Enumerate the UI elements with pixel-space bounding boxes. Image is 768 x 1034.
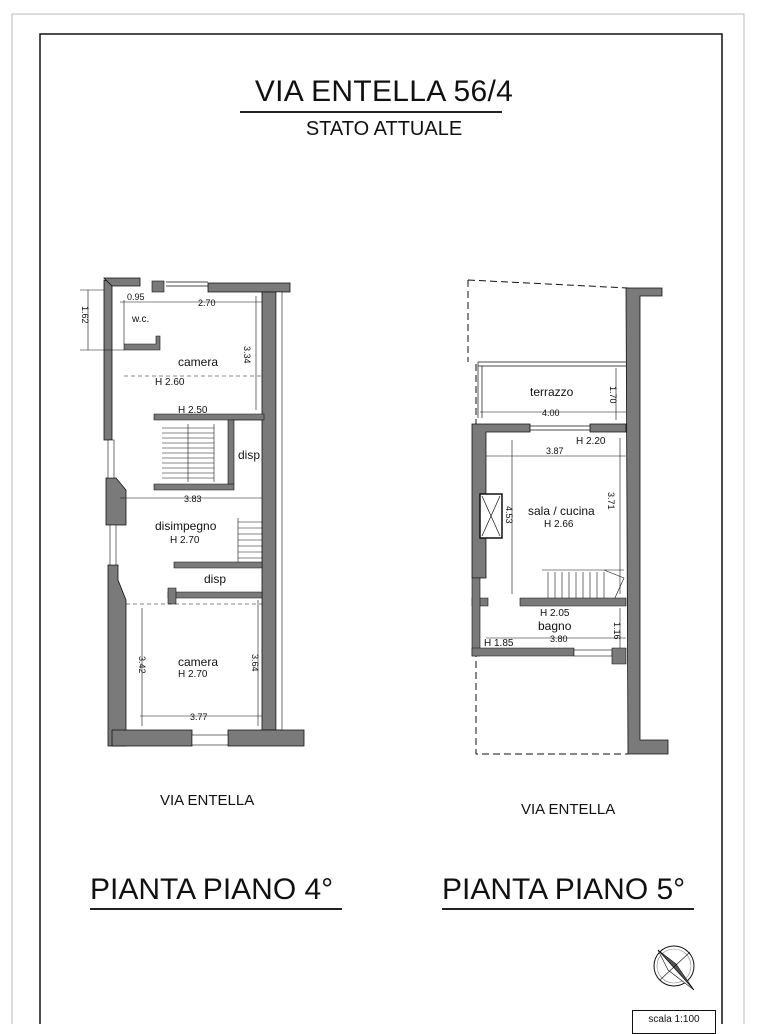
floor4-label-camera-bottom-height: H 2.70 bbox=[178, 669, 208, 680]
floor4-window-bottom bbox=[192, 735, 228, 745]
floor4-wall-right-outer bbox=[276, 292, 282, 730]
floor4-title-underline bbox=[90, 908, 342, 910]
floor4-wall-top-right bbox=[208, 283, 290, 292]
floor4-street-label: VIA ENTELLA bbox=[160, 792, 255, 809]
status-subtitle: STATO ATTUALE bbox=[305, 118, 463, 140]
floor4-wall-left-mid bbox=[106, 478, 126, 525]
floor4-window-left-2 bbox=[110, 525, 116, 565]
floor4-staircase bbox=[162, 424, 214, 482]
floor4-disp2-stub bbox=[168, 588, 176, 604]
floor4-wall-right bbox=[262, 292, 276, 730]
floor4-label-camera-top: camera bbox=[178, 355, 219, 369]
floor5-label-sala: sala / cucina bbox=[528, 504, 595, 518]
floor4-wall-left-lower bbox=[108, 565, 126, 746]
floor5-wall-sala-top-right bbox=[590, 424, 626, 432]
floor5-wall-right bbox=[626, 288, 668, 754]
floor4-dim-383: 3.83 bbox=[184, 494, 202, 504]
floor5-dim-453: 4.53 bbox=[504, 506, 514, 524]
address-title: VIA ENTELLA 56/4 bbox=[254, 75, 514, 108]
floor4-pillar bbox=[152, 281, 164, 292]
floor4-label-disp-2: disp bbox=[204, 572, 227, 586]
floor4-label-disp-1: disp bbox=[238, 448, 261, 462]
floor5-dim-387: 3.87 bbox=[546, 446, 564, 456]
floor4-stair-wall-bottom bbox=[154, 484, 234, 490]
floor4-label-wc: w.c. bbox=[132, 314, 150, 325]
floor4-dim-270: 2.70 bbox=[198, 298, 216, 308]
floor4-title: PIANTA PIANO 4° bbox=[90, 873, 334, 906]
floor5-bagno-wall-corner bbox=[612, 648, 626, 664]
floor5-bagno-window bbox=[574, 650, 612, 656]
floor5-label-bagno: bagno bbox=[538, 619, 572, 633]
floor5-dim-400: 4.00 bbox=[542, 408, 560, 418]
scale-label: scala 1:100 bbox=[632, 1010, 716, 1034]
floor4-label-disimpegno-height: H 2.70 bbox=[170, 535, 200, 546]
floor5-title: PIANTA PIANO 5° bbox=[442, 873, 686, 906]
floor4-stair-wall-right bbox=[228, 420, 234, 484]
floor4-dim-334: 3.34 bbox=[242, 346, 252, 364]
floor4-dim-364: 3.64 bbox=[250, 654, 260, 672]
floor4-wall-bottom-left bbox=[112, 730, 192, 746]
floor5-label-h185: H 1.85 bbox=[484, 638, 514, 649]
floor4-window-left-1 bbox=[108, 440, 114, 478]
floor4-small-stair bbox=[238, 518, 262, 562]
floor4-wall-bottom-right bbox=[228, 730, 304, 746]
floor-4-plan bbox=[80, 278, 304, 746]
floor4-label-disimpegno: disimpegno bbox=[155, 519, 217, 533]
floor4-dim-095: 0.95 bbox=[127, 292, 145, 302]
floor4-disp2-wall-top bbox=[174, 562, 262, 568]
floor5-dim-371: 3.71 bbox=[606, 492, 616, 510]
floor5-street-label: VIA ENTELLA bbox=[521, 801, 616, 818]
floor4-label-camera-bottom: camera bbox=[178, 655, 219, 669]
address-underline bbox=[240, 111, 502, 113]
floor4-label-camera-top-height: H 2.60 bbox=[155, 377, 185, 388]
floor4-stair-wall-top bbox=[154, 414, 264, 420]
floor4-wc-wall bbox=[124, 336, 160, 350]
compass-icon bbox=[654, 946, 694, 990]
floor5-bagno-wall-top bbox=[520, 598, 626, 606]
floor-5-plan bbox=[468, 280, 668, 754]
floor5-label-sala-height: H 2.66 bbox=[544, 519, 574, 530]
floor5-staircase bbox=[542, 570, 624, 600]
floor5-label-h220: H 2.20 bbox=[576, 436, 606, 447]
floor5-bagno-wall-bottom bbox=[472, 648, 574, 656]
floor4-wall-left-upper bbox=[104, 280, 112, 440]
floor4-dim-162: 1.62 bbox=[80, 306, 90, 324]
floor5-dim-116: 1.16 bbox=[612, 622, 622, 640]
floor4-disp2-wall-bottom bbox=[168, 592, 262, 598]
floor4-label-stair-height: H 2.50 bbox=[178, 405, 208, 416]
floor5-bagno-wall-side bbox=[472, 578, 480, 656]
floor5-label-bagno-height: H 2.05 bbox=[540, 608, 570, 619]
floor5-dim-380: 3.80 bbox=[550, 634, 568, 644]
floor4-dim-342: 3.42 bbox=[137, 656, 147, 674]
floor5-title-underline bbox=[442, 908, 694, 910]
floor5-label-terrazzo: terrazzo bbox=[530, 385, 574, 399]
floor5-dim-170: 1.70 bbox=[608, 386, 618, 404]
floor4-dim-377: 3.77 bbox=[190, 712, 208, 722]
